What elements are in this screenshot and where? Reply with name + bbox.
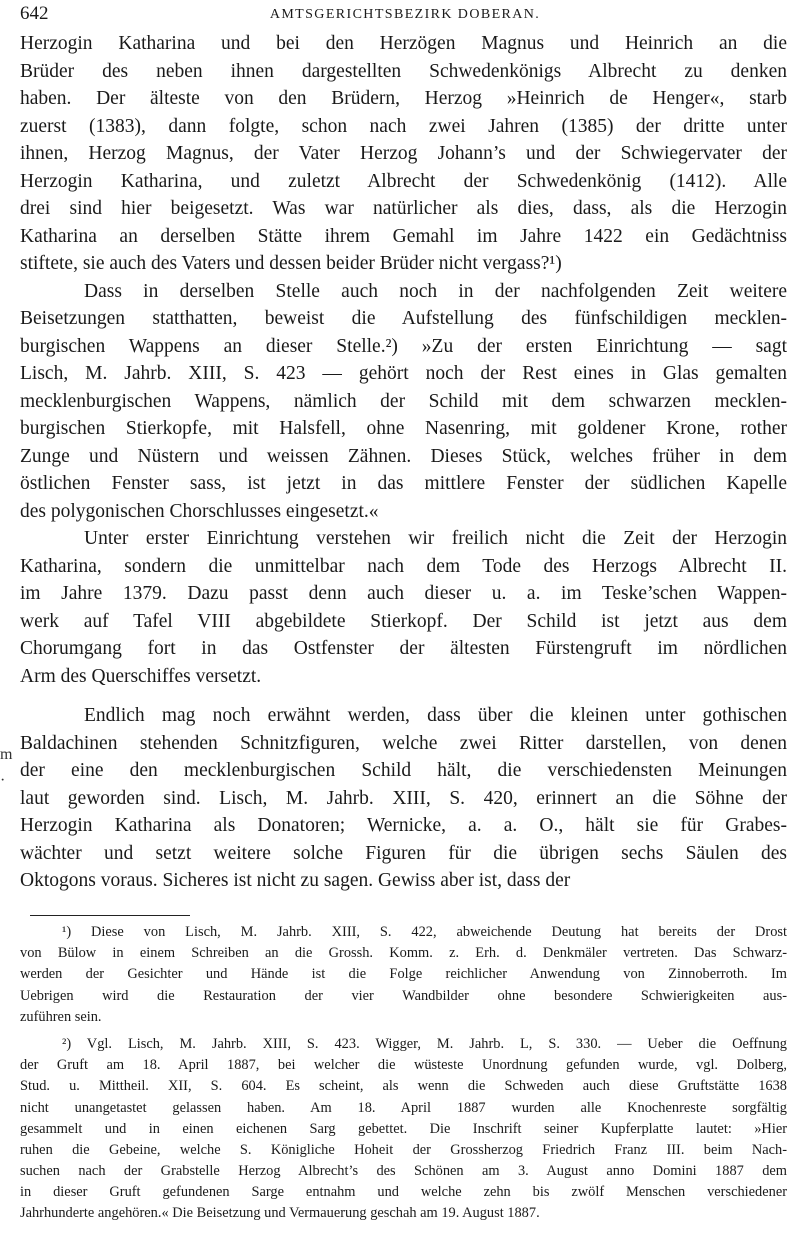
paragraph bbox=[20, 702, 787, 895]
page-number: 642 bbox=[20, 3, 49, 24]
footnote-line: Uebrigen wird die Restauration der vier Wandbilder ohne besondere Schwierigkeiten aus- bbox=[20, 987, 787, 1004]
paragraph-gap bbox=[20, 690, 787, 702]
footnotes bbox=[20, 922, 787, 1225]
text-line: zuerst (1383), dann folgte, schon nach zwei Jahren (1385) der dritte unter bbox=[20, 115, 787, 137]
footnote-line: von Bülow in einem Schreiben an die Grossh. Komm. z. Erh. d. Denkmäler vertreten. Das Schwarz- bbox=[20, 945, 787, 962]
text-line: Herzogin Katharina als Donatoren; Wernicke, a. a. O., hält sie für Grabes- bbox=[20, 815, 787, 836]
text-line: der eine den mecklenburgischen Schild hält, die verschiedensten Meinungen bbox=[20, 760, 787, 781]
text-line: Endlich mag noch erwähnt werden, dass über die kleinen unter gothischen bbox=[84, 705, 787, 726]
text-line: Arm des Querschiffes versetzt. bbox=[20, 665, 262, 687]
footnote-line: nicht unangetastet gelassen haben. Am 18. April 1887 wurden alle Knochenreste sorgfältig bbox=[20, 1099, 787, 1116]
footnote-rule bbox=[30, 915, 190, 916]
text-line: Baldachinen stehenden Schnitzfiguren, welche zwei Ritter darstellen, von denen bbox=[20, 732, 787, 754]
footnote-line: zuführen sein. bbox=[20, 1008, 102, 1025]
paragraph bbox=[20, 30, 787, 278]
text-line: Beisetzungen statthatten, beweist die Aufstellung des fünfschildigen mecklen- bbox=[20, 308, 787, 329]
text-line: Katharina an derselben Stätte ihrem Gemahl im Jahre 1422 ein Gedächtniss bbox=[20, 225, 787, 247]
text-line: Herzogin Katharina, und zuletzt Albrecht der Schwedenkönig (1412). Alle bbox=[20, 170, 787, 192]
text-line: Katharina, sondern die unmittelbar nach dem Tode des Herzogs Albrecht II. bbox=[20, 555, 787, 577]
footnote bbox=[20, 1034, 787, 1225]
footnote-line: ruhen die Gebeine, welche S. Königliche Hoheit der Grossherzog Friedrich Franz III. beim Nach- bbox=[20, 1141, 787, 1158]
text-line: burgischen Wappens an dieser Stelle.²) »Zu der ersten Einrichtung — sagt bbox=[20, 335, 787, 357]
text-line: wächter und setzt weitere solche Figuren für die übrigen sechs Säulen des bbox=[20, 842, 787, 864]
running-title: AMTSGERICHTSBEZIRK DOBERAN. bbox=[269, 7, 541, 22]
page-header bbox=[20, 3, 790, 29]
margin-mark: m bbox=[0, 746, 13, 763]
footnote-line: Stud. u. Mittheil. XII, S. 604. Es scheint, als wenn die Schweden auch diese Gruftstätte 1638 bbox=[20, 1078, 787, 1095]
text-line: Herzogin Katharina und bei den Herzögen Magnus und Heinrich an die bbox=[20, 33, 787, 54]
text-line: ihnen, Herzog Magnus, der Vater Herzog Johann’s und der Schwiegervater der bbox=[20, 143, 787, 164]
text-line: Unter erster Einrichtung verstehen wir freilich nicht die Zeit der Herzogin bbox=[84, 528, 787, 549]
text-line: östlichen Fenster sass, ist jetzt in das mittlere Fenster der südlichen Kapelle bbox=[20, 473, 787, 494]
paragraph bbox=[20, 525, 787, 690]
footnote-line: in dieser Gruft gefundenen Sarge entnahm und welche zehn bis zwölf Menschen verschiedener bbox=[20, 1184, 787, 1201]
footnote-line: der Gruft am 18. April 1887, bei welcher die wüsteste Unordnung gefunden wurde, vgl. Dolberg, bbox=[20, 1057, 787, 1074]
text-line: des polygonischen Chorschlusses eingesetzt.« bbox=[20, 500, 379, 522]
margin-mark: · bbox=[0, 772, 6, 789]
text-line: haben. Der älteste von den Brüdern, Herzog »Heinrich de Henger«, starb bbox=[20, 88, 787, 109]
paragraph bbox=[20, 278, 787, 526]
text-line: werk auf Tafel VIII abgebildete Stierkopf. Der Schild ist jetzt aus dem bbox=[20, 610, 787, 632]
text-line: mecklenburgischen Wappens, nämlich der Schild mit dem schwarzen mecklen- bbox=[20, 390, 787, 412]
footnote bbox=[20, 922, 787, 1028]
text-line: Zunge und Nüstern und weissen Zähnen. Dieses Stück, welches früher in dem bbox=[20, 445, 787, 467]
footnote-line: gesammelt und in einen eichenen Sarg gebettet. Die Inschrift seiner Kupferplatte lautet: »Hier bbox=[20, 1120, 787, 1137]
text-line: Dass in derselben Stelle auch noch in der nachfolgenden Zeit weitere bbox=[84, 280, 787, 302]
main-text bbox=[20, 30, 787, 895]
text-line: im Jahre 1379. Dazu passt denn auch dieser u. a. im Teske’schen Wappen- bbox=[20, 583, 787, 604]
text-line: Chorumgang fort in das Ostfenster der ältesten Fürstengruft im nördlichen bbox=[20, 638, 787, 659]
text-line: burgischen Stierkopfe, mit Halsfell, ohne Nasenring, mit goldener Krone, rother bbox=[20, 418, 787, 439]
text-line: Brüder des neben ihnen dargestellten Schwedenkönigs Albrecht zu denken bbox=[20, 60, 787, 82]
footnote-line: ¹) Diese von Lisch, M. Jahrb. XIII, S. 422, abweichende Deutung hat bereits der Drost bbox=[62, 924, 787, 940]
text-line: Oktogons voraus. Sicheres ist nicht zu sagen. Gewiss aber ist, dass der bbox=[20, 870, 571, 891]
footnote-line: Jahrhunderte angehören.« Die Beisetzung und Vermauerung geschah am 19. August 1887. bbox=[20, 1205, 540, 1222]
text-line: Lisch, M. Jahrb. XIII, S. 423 — gehört noch der Rest eines in Glas gemalten bbox=[20, 363, 787, 384]
text-line: stiftete, sie auch des Vaters und dessen beider Brüder nicht vergass?¹) bbox=[20, 253, 562, 274]
text-line: drei sind hier beigesetzt. Was war natürlicher als dies, dass, als die Herzogin bbox=[20, 198, 787, 219]
text-line: laut geworden sind. Lisch, M. Jahrb. XIII, S. 420, erinnert an die Söhne der bbox=[20, 787, 787, 809]
footnote-line: ²) Vgl. Lisch, M. Jahrb. XIII, S. 423. Wigger, M. Jahrb. L, S. 330. — Ueber die Oeffnung bbox=[62, 1035, 787, 1052]
footnote-line: werden der Gesichter und Hände ist die Folge reichlicher Anwendung von Zinnoberroth. Im bbox=[20, 966, 787, 983]
footnote-line: suchen nach der Grabstelle Herzog Albrecht’s des Schönen am 3. August anno Domini 1887 dem bbox=[20, 1163, 787, 1180]
